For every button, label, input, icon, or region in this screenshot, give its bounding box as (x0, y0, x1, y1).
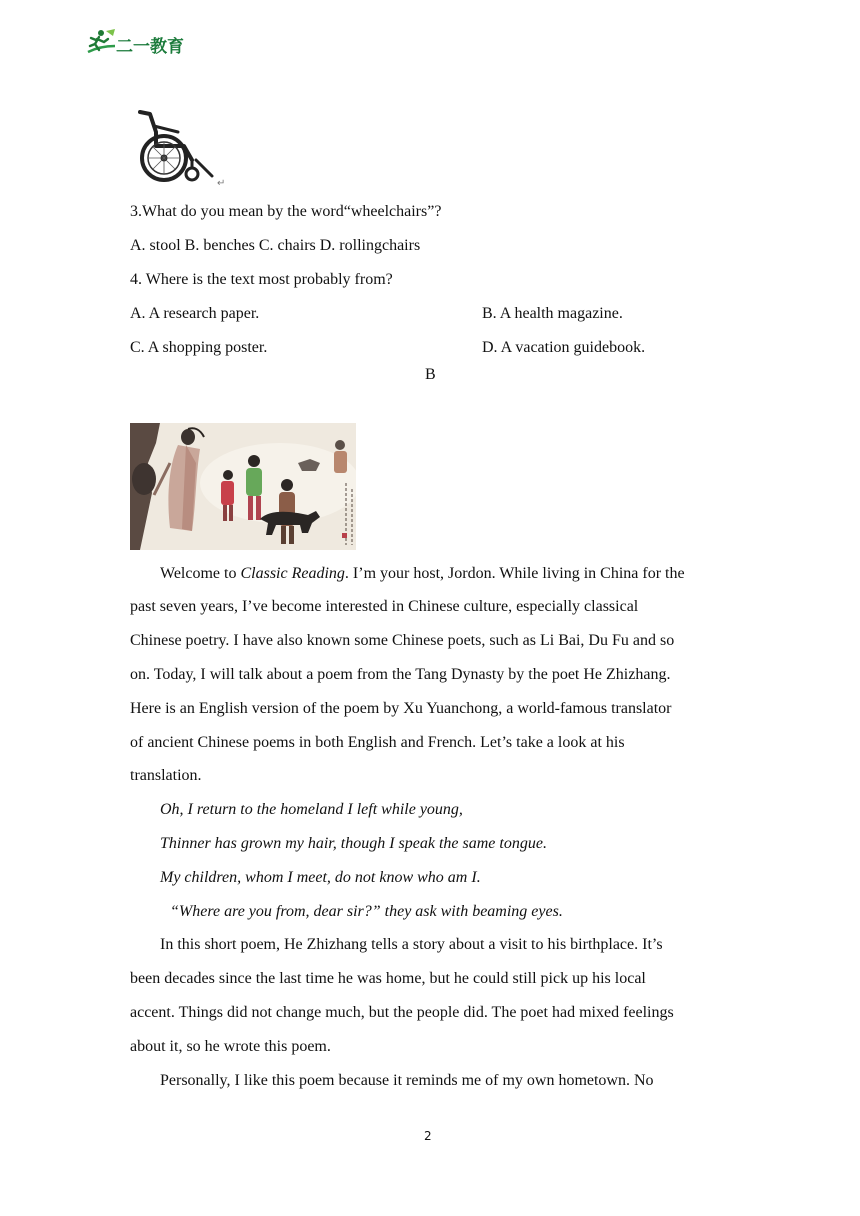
passage-para2-line: been decades since the last time he was home, but he could still pick up his local (130, 970, 646, 987)
question-4-option-c: C. A shopping poster. (130, 339, 268, 356)
poem-line: My children, whom I meet, do not know who am I. (160, 869, 481, 886)
passage-para2-line: In this short poem, He Zhizhang tells a story about a visit to his birthplace. It’s (160, 936, 663, 953)
question-4-option-a: A. A research paper. (130, 305, 260, 322)
passage-intro-first-line (160, 564, 685, 584)
passage-para3-line: Personally, I like this poem because it reminds me of my own hometown. No (160, 1072, 654, 1089)
show-title: Classic Reading (240, 565, 345, 582)
question-3-options: A. stool B. benches C. chairs D. rollingchairs (130, 237, 421, 254)
question-4-stem: 4. Where is the text most probably from? (130, 271, 393, 288)
passage-intro-line: past seven years, I’ve become interested in Chinese culture, especially classical (130, 598, 639, 615)
logo-text: 二一教育 (116, 37, 184, 57)
wheelchair-image (134, 108, 218, 188)
poem-painting-image (130, 423, 356, 550)
question-4-option-d: D. A vacation guidebook. (482, 339, 646, 356)
poem-line: Oh, I return to the homeland I left while young, (160, 801, 463, 818)
paragraph-mark-icon: ↵ (217, 178, 226, 189)
page-number: 2 (424, 1129, 432, 1143)
passage-intro-line: Chinese poetry. I have also known some Chinese poets, such as Li Bai, Du Fu and so (130, 632, 675, 649)
header-logo (84, 28, 194, 58)
runner-logo-icon (84, 28, 118, 58)
poem-line: “Where are you from, dear sir?” they ask with beaming eyes. (170, 903, 563, 920)
passage-para2-line: accent. Things did not change much, but the people did. The poet had mixed feelings (130, 1004, 674, 1021)
section-label: B (425, 366, 436, 383)
intro-pre-title: Welcome to (160, 565, 241, 582)
question-4-option-b: B. A health magazine. (482, 305, 623, 322)
question-3-stem: 3.What do you mean by the word“wheelchairs”? (130, 203, 442, 220)
passage-para2-line: about it, so he wrote this poem. (130, 1038, 331, 1055)
intro-post-title: . I’m your host, Jordon. While living in China for the (344, 565, 685, 582)
poem-line: Thinner has grown my hair, though I speak the same tongue. (160, 835, 547, 852)
passage-intro-line: of ancient Chinese poems in both English and French. Let’s take a look at his (130, 734, 625, 751)
passage-intro-line: translation. (130, 767, 202, 784)
passage-intro-line: Here is an English version of the poem by Xu Yuanchong, a world-famous translator (130, 700, 672, 717)
passage-intro-line: on. Today, I will talk about a poem from the Tang Dynasty by the poet He Zhizhang. (130, 666, 671, 683)
